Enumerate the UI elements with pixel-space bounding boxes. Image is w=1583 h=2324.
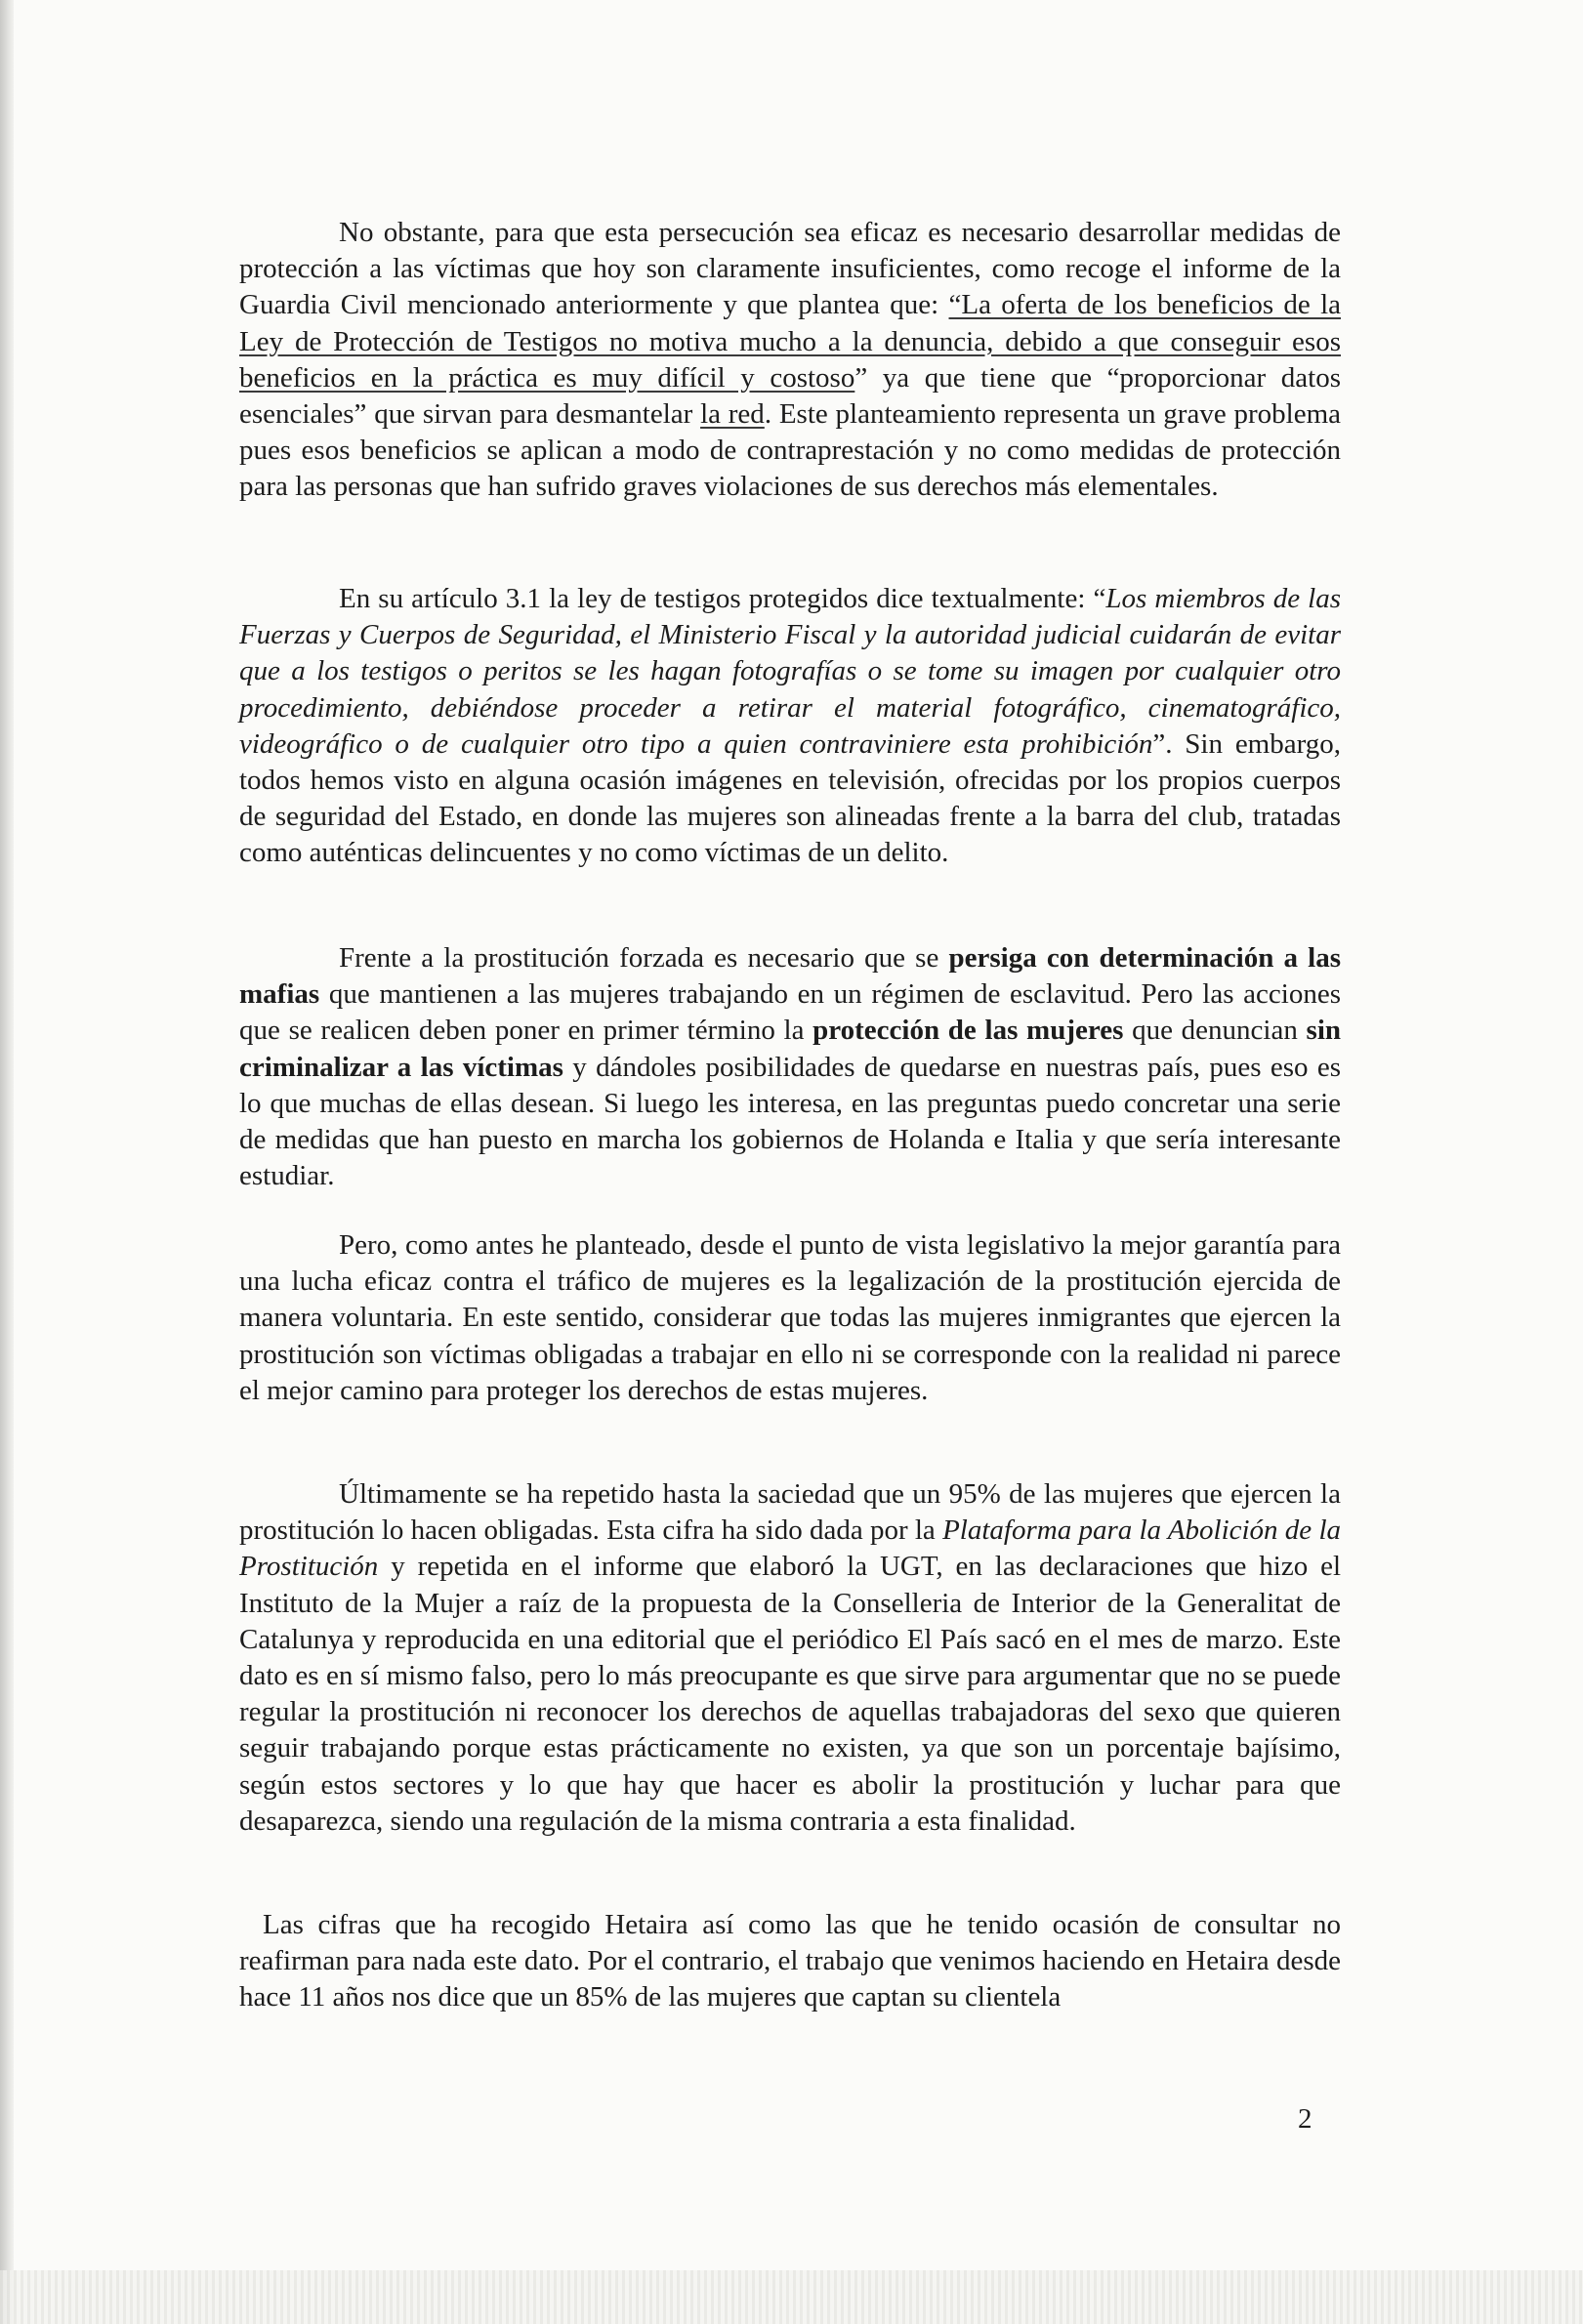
paragraph-4 (239, 1227, 1341, 1409)
paragraph-1-underlined-quote: “La oferta de los beneficios de la Ley de Protección de Testigos no motiva mucho a la denuncia, debido a que conseguir esos beneficios en la práctica es muy difícil y costoso (239, 289, 1342, 394)
scan-bottom-edge (0, 2270, 1583, 2324)
paragraph-1-text-a: No obstante, para que esta persecución sea eficaz es necesario desarrollar medidas de protección a las víctimas que hoy son claramente insuficientes, como recoge el informe de la Guardia Civil mencionado anteriormente y que plantea que: (239, 217, 1341, 321)
paragraph-5-text-a: Últimamente se ha repetido hasta la saciedad que un 95% de las mujeres que ejercen la prostitución lo hacen obligadas. Esta cifra ha sido dada por la (239, 1478, 1341, 1547)
paragraph-3-bold-c: sin criminalizar a las víctimas (239, 1015, 1342, 1083)
paragraph-2-italic-quote: Los miembros de las Fuerzas y Cuerpos de Seguridad, el Ministerio Fiscal y la autoridad judicial cuidarán de evitar que a los testigos o peritos se les hagan fotografías o se tome su imagen por cualquier otro procedimiento, debiéndose proceder a retirar el material fotográfico, cinematográfico, videográfico o de cualquier otro tipo a quien contraviniere esta prohibición (239, 583, 1341, 760)
paragraph-1 (239, 215, 1341, 506)
paragraph-6-text: Las cifras que ha recogido Hetaira así como las que he tenido ocasión de consultar no reafirman para nada este dato. Por el contrario, el trabajo que venimos haciendo en Hetaira desde hace 11 años nos dice que un 85% de las mujeres que captan su clientela (239, 1909, 1341, 2013)
paragraph-2-text-b: ”. Sin embargo, todos hemos visto en alguna ocasión imágenes en televisión, ofrecidas por los propios cuerpos de seguridad del Estado, en donde las mujeres son alineadas frente a la barra del club, tratadas como auténticas delincuentes y no como víctimas de un delito. (239, 727, 1341, 869)
paragraph-4-text: Pero, como antes he planteado, desde el punto de vista legislativo la mejor garantía para una lucha eficaz contra el tráfico de mujeres es la legalización de la prostitución ejercida de manera voluntaria. En este sentido, considerar que todas las mujeres inmigrantes que ejercen la prostitución son víctimas obligadas a trabajar en ello ni se corresponde con la realidad ni parece el mejor camino para proteger los derechos de estas mujeres. (239, 1229, 1341, 1406)
paragraph-3-text-a: Frente a la prostitución forzada es necesario que se (339, 942, 949, 974)
paragraph-6 (239, 1907, 1341, 2016)
page-number: 2 (1298, 2103, 1312, 2135)
paragraph-5-italic-name: Plataforma para la Abolición de la Prostitución (239, 1515, 1342, 1583)
paragraph-2-text-a: En su artículo 3.1 la ley de testigos protegidos dice textualmente: “ (339, 583, 1106, 614)
paragraph-3-bold-a: persiga con determinación a las mafias (239, 942, 1342, 1011)
paragraph-5 (239, 1476, 1341, 1840)
paragraph-3-text-b: que mantienen a las mujeres trabajando en un régimen de esclavitud. Pero las acciones que se realicen deben poner en primer término la (239, 978, 1341, 1047)
paragraph-3-text-d: y dándoles posibilidades de quedarse en nuestras país, pues eso es lo que muchas de ellas desean. Si luego les interesa, en las preguntas puedo concretar una serie de medidas que han puesto en marcha los gobiernos de Holanda e Italia y que sería interesante estudiar. (239, 1051, 1341, 1192)
paragraph-3-bold-b: protección de las mujeres (812, 1015, 1124, 1047)
paragraph-1-text-c: . Este planteamiento representa un grave problema pues esos beneficios se aplican a modo de contraprestación y no como medidas de protección para las personas que han sufrido graves violaciones de sus derechos más elementales. (239, 398, 1341, 503)
scan-left-edge (0, 0, 14, 2324)
paragraph-3 (239, 940, 1341, 1194)
paragraph-3-text-c: que denuncian (1123, 1015, 1307, 1047)
paragraph-1-text-b: ” ya que tiene que “proporcionar datos esenciales” que sirvan para desmantelar (239, 361, 1341, 431)
paragraph-5-text-b: y repetida en el informe que elaboró la UGT, en las declaraciones que hizo el Instituto de la Mujer a raíz de la propuesta de la Conselleria de Interior de la Generalitat de Catalunya y reproducida en una editorial que el periódico El País sacó en el mes de marzo. Este dato es en sí mismo falso, pero lo más preocupante es que sirve para argumentar que no se puede regular la prostitución ni reconocer los derechos de aquellas trabajadoras del sexo que quieren seguir trabajando porque estas prácticamente no existen, ya que son un porcentaje bajísimo, según estos sectores y lo que hay que hacer es abolir la prostitución y luchar para que desaparezca, siendo una regulación de la misma contraria a esta finalidad. (239, 1551, 1341, 1837)
paragraph-2 (239, 581, 1341, 872)
paragraph-1-underlined-word: la red (700, 398, 765, 431)
